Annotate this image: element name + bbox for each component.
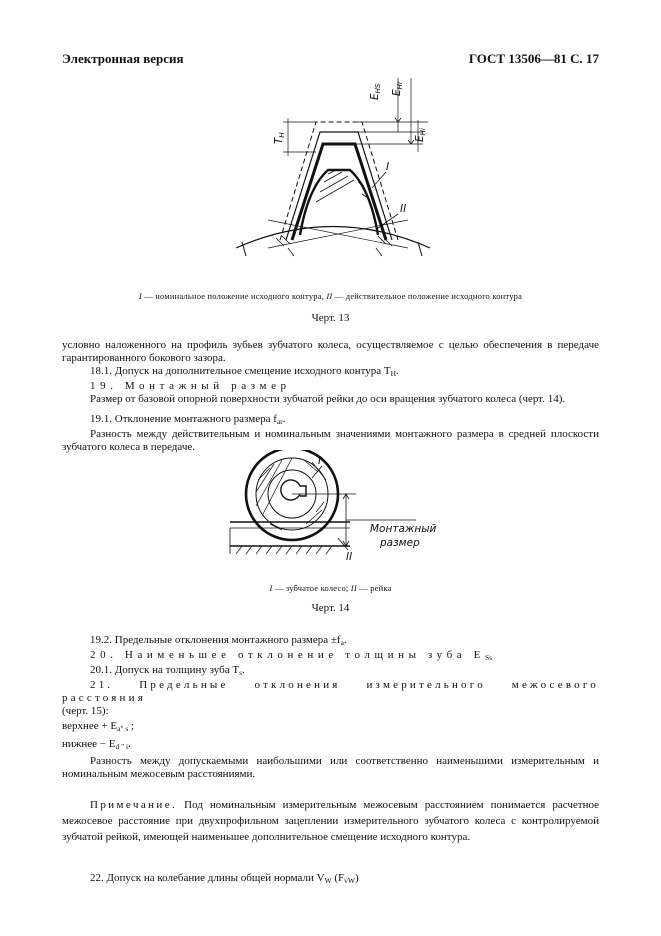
para-19-1-text: 19.1. Отклонение монтажного размера f — [90, 413, 277, 425]
para-19-2-text: 19.2. Предельные отклонения монтажного размера ±f — [90, 634, 341, 646]
para-21-ref: (черт. 15): — [62, 705, 109, 717]
fig14-label-mount-1: Монтажный — [370, 523, 437, 535]
legend14-t1: — зубчатое колесо; — [272, 583, 351, 593]
para-19-2-sub: a — [340, 638, 344, 647]
para-22-sub1: W — [324, 876, 332, 885]
para-19-title: 19. Монтажный размер — [90, 380, 291, 392]
figure-13-caption: Черт. 13 — [311, 312, 350, 324]
para-19-def: Размер от базовой опорной поверхности зубчатой рейки до оси вращения зубчатого колеса (черт. 14). — [90, 393, 566, 405]
lower-deviation-end: . — [128, 738, 131, 750]
text-block-1 — [62, 339, 599, 454]
header-left: Электронная версия — [62, 51, 184, 66]
fig14-label-mount-2: размер — [380, 537, 420, 549]
figure-13-drawing — [228, 70, 438, 280]
para-22-mid: (F — [331, 872, 345, 884]
fig13-label-roman2: II — [400, 203, 407, 215]
para-20-1-text: 20.1. Допуск на толщину зуба T — [90, 664, 240, 676]
para-21: 21. Предельные отклонения измерительного межосевого расстояния — [62, 679, 599, 704]
lower-deviation-text: нижнее − E — [62, 738, 116, 750]
para-19-2 — [62, 634, 599, 649]
legend13-t2: — действительное положение исходного контура — [332, 291, 523, 301]
para-20-1-end: . — [241, 664, 245, 676]
para-20-sub: Ss — [484, 653, 493, 662]
note-body: Под номинальным измерительным межосевым расстоянием понимается расчетное межосевое расстояние при двухпрофильном зацеплении измерительного зубчатого колеса с контролируемой зубчатой рейкой, имеющей наименьшее дополнительное смещение исходного контура. — [62, 799, 599, 843]
para-20 — [62, 649, 599, 664]
fig13-label-eni: EHi — [414, 128, 427, 142]
figure-13 — [228, 70, 438, 280]
figure-14-drawing — [226, 450, 456, 570]
lower-deviation — [62, 738, 599, 753]
legend13-r2: II — [326, 291, 333, 301]
header-right: ГОСТ 13506—81 С. 17 — [468, 51, 599, 66]
upper-deviation-sub: a" s — [117, 724, 129, 733]
figure-14-legend — [0, 583, 661, 593]
text-block-2 — [62, 634, 599, 887]
figure-14-caption: Черт. 14 — [311, 602, 350, 614]
legend14-r1: I — [269, 583, 273, 593]
note-head: Примечание. — [90, 799, 178, 811]
fig13-label-ens: EHS — [369, 83, 382, 100]
fig14-label-roman2: II — [346, 551, 353, 563]
upper-deviation — [62, 720, 599, 735]
para-20-text: 20. Наименьшее отклонение толщины зуба E — [90, 649, 485, 661]
para-19-1-end: . — [282, 413, 286, 425]
legend14-r2: II — [350, 583, 357, 593]
para-20-1 — [62, 664, 599, 679]
upper-deviation-end: ; — [128, 720, 135, 732]
para-20-1-sub: s — [239, 668, 242, 677]
para-22-sub2: vW — [344, 876, 355, 885]
legend13-t1: — номинальное положение исходного контура, — [141, 291, 327, 301]
fig14-label-roman1: I — [318, 455, 322, 467]
para-19-2-end: . — [343, 634, 347, 646]
para-19-1-def: Разность между действительным и номинальным значениями монтажного размера в средней плоскости зубчатого колеса в передаче. — [62, 428, 599, 453]
note — [62, 797, 599, 845]
para-19-1-sub: ar — [276, 417, 283, 426]
para-18-1-end: . — [396, 365, 399, 377]
para-18-1-sub: H — [390, 369, 397, 378]
fig13-label-enr: EHr — [391, 81, 404, 96]
para-21-def: Разность между допускаемыми наибольшими или соответственно наименьшими измерительным и номинальным межосевым расстояниями. — [62, 755, 599, 780]
upper-deviation-text: верхнее + E — [62, 720, 118, 732]
para-18-1-text: 18.1. Допуск на дополнительное смещение исходного контура T — [90, 365, 391, 377]
para-continuation: условно наложенного на профиль зубьев зубчатого колеса, осуществляемое с целью обеспечения в передаче гарантированного бокового зазора. — [62, 339, 599, 364]
legend13-r1: I — [138, 291, 142, 301]
figure-14 — [226, 450, 456, 570]
para-22-end: ) — [355, 872, 359, 884]
para-19-1 — [62, 413, 599, 428]
para-22 — [62, 872, 599, 887]
fig13-label-th: TH — [273, 132, 286, 144]
figure-13-legend — [0, 291, 661, 301]
fig13-label-roman1: I — [386, 161, 390, 173]
lower-deviation-sub: d " i — [115, 742, 129, 751]
para-18-1 — [62, 365, 599, 380]
para-22-text: 22. Допуск на колебание длины общей нормали V — [90, 872, 325, 884]
legend14-t2: — рейка — [356, 583, 392, 593]
